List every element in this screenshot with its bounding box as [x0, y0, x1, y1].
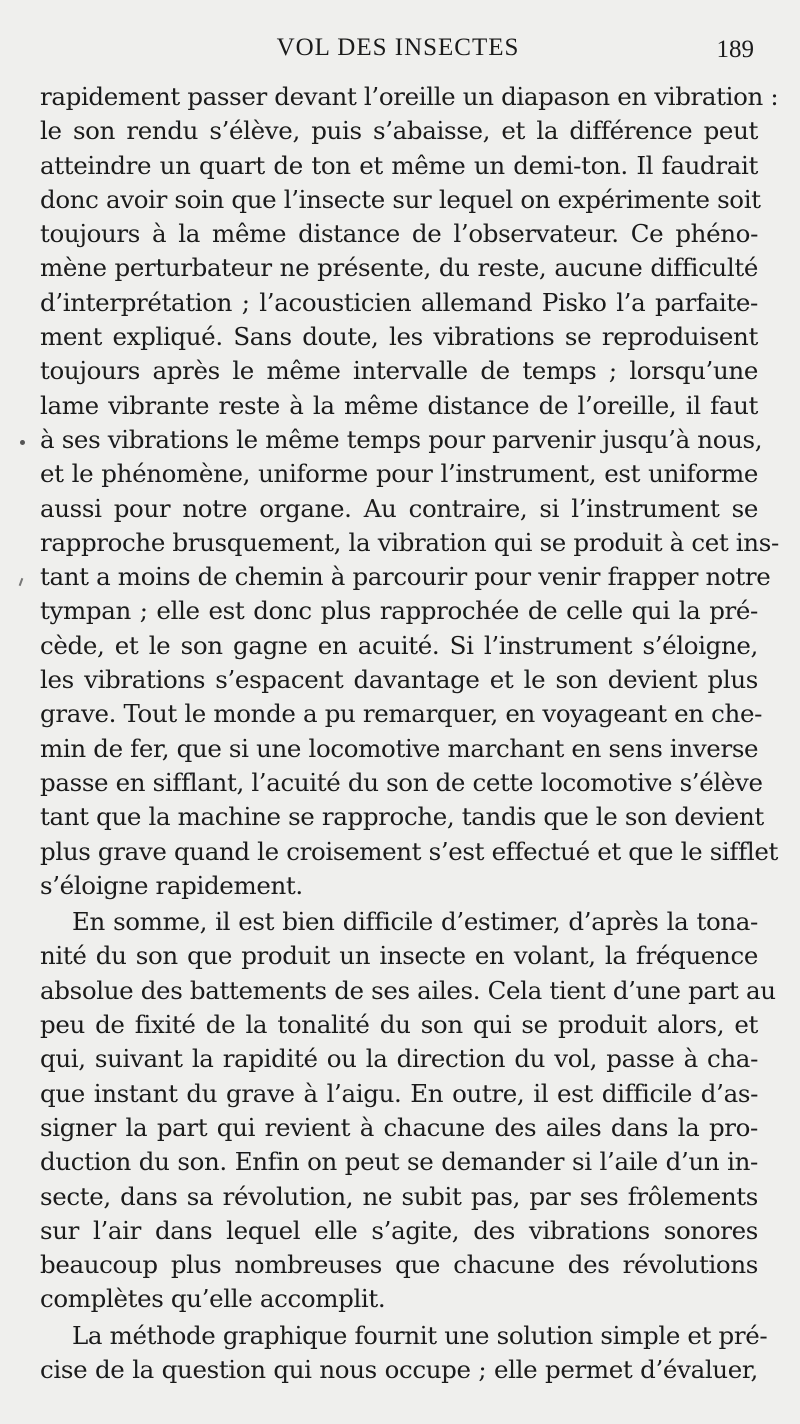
paragraph	[40, 1319, 768, 1388]
text-line: cède, et le son gagne en acuité. Si l’instrument s’éloigne,	[40, 630, 758, 660]
text-line: les vibrations s’espacent davantage et le son devient plus	[40, 665, 758, 695]
text-line: qui, suivant la rapidité ou la direction du vol, passe à cha-	[40, 1044, 758, 1074]
margin-mark	[19, 578, 24, 586]
page-number: 189	[716, 36, 754, 63]
text-line: passe en sifflant, l’acuité du son de cette locomotive s’élève	[40, 767, 763, 797]
text-line: s’éloigne rapidement.	[40, 870, 303, 900]
margin-mark	[20, 440, 25, 445]
text-line: et le phénomène, uniforme pour l’instrument, est uniforme	[40, 459, 758, 489]
text-line: atteindre un quart de ton et même un demi-ton. Il faudrait	[40, 150, 758, 180]
text-line: min de fer, que si une locomotive marchant en sens inverse	[40, 733, 759, 763]
text-line: que instant du grave à l’aigu. En outre, il est difficile d’as-	[40, 1078, 758, 1108]
text-line: tant que la machine se rapproche, tandis que le son devient	[40, 802, 764, 832]
text-line: mène perturbateur ne présente, du reste, aucune difficulté	[40, 253, 758, 283]
text-line: La méthode graphique fournit une solution simple et pré-	[72, 1320, 768, 1350]
text-line: signer la part qui revient à chacune des ailes dans la pro-	[40, 1112, 758, 1142]
text-line: le son rendu s’élève, puis s’abaisse, et la différence peut	[40, 116, 758, 146]
text-line: complètes qu’elle accomplit.	[40, 1284, 386, 1314]
text-line: rapidement passer devant l’oreille un diapason en vibration :	[40, 82, 779, 111]
body-text	[40, 80, 779, 1387]
text-line: à ses vibrations le même temps pour parvenir jusqu’à nous,	[40, 424, 763, 454]
paragraph	[40, 905, 776, 1317]
text-line: cise de la question qui nous occupe ; elle permet d’évaluer,	[40, 1354, 758, 1384]
text-line: duction du son. Enfin on peut se demander si l’aile d’un in-	[40, 1147, 758, 1177]
text-line: donc avoir soin que l’insecte sur lequel on expérimente soit	[40, 184, 761, 214]
text-line: sur l’air dans lequel elle s’agite, des vibrations sonores	[40, 1215, 758, 1245]
text-line: grave. Tout le monde a pu remarquer, en voyageant en che-	[40, 699, 763, 729]
running-title: VOL DES INSECTES	[276, 34, 520, 61]
page-header	[40, 28, 756, 68]
paragraph	[40, 80, 779, 903]
text-line: tympan ; elle est donc plus rapprochée de celle qui la pré-	[40, 596, 758, 626]
text-line: beaucoup plus nombreuses que chacune des révolutions	[40, 1250, 758, 1280]
text-line: tant a moins de chemin à parcourir pour venir frapper notre	[40, 562, 771, 592]
text-line: En somme, il est bien difficile d’estimer, d’après la tona-	[72, 907, 758, 937]
text-line: rapproche brusquement, la vibration qui se produit à cet ins-	[40, 527, 779, 557]
text-line: nité du son que produit un insecte en volant, la fréquence	[40, 941, 758, 971]
text-line: ment expliqué. Sans doute, les vibrations se reproduisent	[40, 322, 758, 352]
text-line: absolue des battements de ses ailes. Cela tient d’une part au	[40, 975, 776, 1005]
text-line: secte, dans sa révolution, ne subit pas, par ses frôlements	[40, 1181, 758, 1211]
text-line: toujours après le même intervalle de temps ; lorsqu’une	[40, 356, 758, 386]
text-line: aussi pour notre organe. Au contraire, si l’instrument se	[40, 493, 758, 523]
text-line: peu de fixité de la tonalité du son qui se produit alors, et	[40, 1010, 758, 1040]
text-line: toujours à la même distance de l’observateur. Ce phéno-	[40, 219, 758, 249]
text-line: lame vibrante reste à la même distance de l’oreille, il faut	[40, 390, 758, 420]
text-line: d’interprétation ; l’acousticien allemand Pisko l’a parfaite-	[40, 287, 758, 317]
text-line: plus grave quand le croisement s’est effectué et que le sifflet	[40, 836, 778, 866]
